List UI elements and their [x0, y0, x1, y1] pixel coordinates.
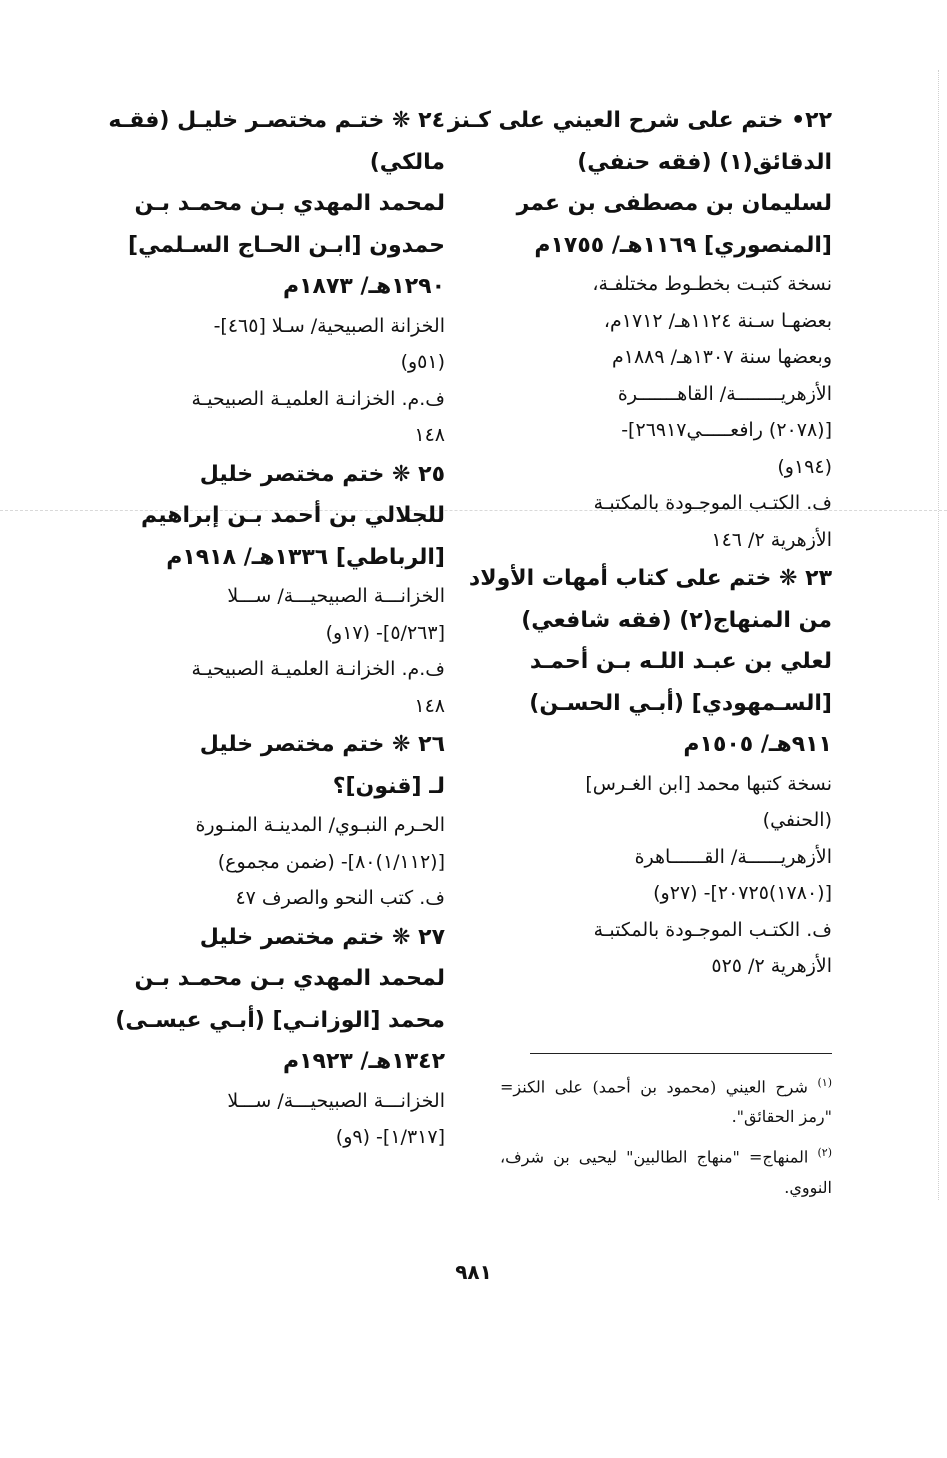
footnote-1-number: (١): [817, 1076, 832, 1089]
footnote-2-number: (٢): [817, 1146, 832, 1160]
left-column-entry-line: ١٤٨: [414, 694, 445, 717]
footnote-2: [500, 1138, 832, 1202]
right-column-entry-line: بعضهـا سـنة ١١٢٤هـ/ ١٧١٢م،: [603, 309, 832, 332]
right-column-entry-line: وبعضها سنة ١٣٠٧هـ/ ١٨٨٩م: [611, 346, 832, 368]
footnotes: [500, 1068, 832, 1209]
left-column-entry-line: ٢٧ ❋ ختم مختصر خليل: [199, 924, 445, 950]
left-column-entry-line: الخزانـــة الصبيحيـــة/ ســـلا: [227, 585, 445, 607]
left-column-entry-line: حمدون [ابـن الحـاج السـلمي]: [128, 232, 445, 258]
left-column-entry-line: ٢٥ ❋ ختم مختصر خليل: [199, 461, 445, 487]
footnote-1: [500, 1068, 832, 1132]
right-column-entry-line: الأزهريــــــة/ القــــــاهرة: [634, 845, 832, 868]
left-column-entry-line: ١٤٨: [414, 424, 445, 446]
footnote-2-text: المنهاج= "منهاج الطالبين" ليحيى بن شرف، النووي.: [500, 1147, 832, 1197]
left-column-entry: [110, 454, 445, 725]
right-column-entry-line: (١٩٤و): [777, 455, 832, 478]
right-column-entry-line: لسليمان بن مصطفى بن عمر: [516, 191, 832, 216]
left-column-entry-line: [(١/١١٢)٨٠]- (ضمن مجموع): [217, 850, 445, 873]
page-number: ٩٨١: [455, 1260, 492, 1284]
left-column-entry-line: الحـرم النبـوي/ المدينـة المنـورة: [195, 814, 445, 836]
right-column-entry-line: الدقائق(١) (فقه حنفي): [577, 149, 832, 175]
left-column-entry-line: ف. كتب النحو والصرف ٤٧: [235, 887, 445, 909]
footnote-divider: [530, 1053, 832, 1054]
left-column-entry-line: [الرباطي] ١٣٣٦هـ/ ١٩١٨م: [166, 544, 445, 570]
right-column-entry-line: الأزهرية ٢/ ١٤٦: [711, 528, 832, 551]
left-column-entry-line: ١٢٩٠هـ/ ١٨٧٣م: [282, 274, 445, 299]
right-column-entry-line: لعلي بن عبـد اللـه بـن أحمـد: [529, 649, 832, 674]
left-column-entry-line: ف.م. الخزانـة العلميـة الصبيحيـة: [191, 658, 445, 680]
right-column: [447, 100, 832, 985]
right-column-entry-line: ٢٣ ❋ ختم على كتاب أمهات الأولاد: [468, 566, 832, 591]
right-column-entry-line: ف. الكتـب الموجـودة بالمكتبـة: [593, 492, 832, 514]
left-column-entry-line: ٢٤ ❋ ختـم مختصـر خليـل (فقـه: [108, 108, 445, 133]
scan-artifact-dots: [936, 70, 939, 1200]
left-column-entry-line: ف.م. الخزانـة العلميـة الصبيحيـة: [191, 387, 445, 410]
left-column-entry-line: لـ [قنون]؟: [332, 773, 445, 799]
right-column-entry-line: [السـمهودي] (أبـي الحسـن): [529, 690, 832, 716]
left-column-entry-line: مالكي): [369, 149, 445, 175]
right-column-entry: [468, 558, 832, 985]
footnote-1-text: شرح العيني (محمود بن أحمد) على الكنز= "رمز الحقائق".: [500, 1077, 832, 1127]
left-column-entry-line: الخزانة الصبيحية/ سـلا [٤٦٥]-: [213, 314, 445, 337]
right-column-entry-line: (الحنفي): [762, 809, 832, 831]
left-column-entry-line: [٥/٢٦٣]- (١٧و): [325, 621, 445, 644]
right-column-entry-line: الأزهرية ٢/ ٥٢٥: [711, 955, 832, 977]
right-column-entry-line: ٢٢• ختم على شرح العيني على كـنز: [447, 108, 832, 133]
left-column-entry-line: محمد [الوزانـي] (أبـي عيسـى): [115, 1007, 445, 1033]
right-column-entry: [447, 100, 832, 558]
right-column-entry-line: ف. الكتـب الموجـودة بالمكتبـة: [593, 918, 832, 941]
right-column-entry-line: [(١٧٨٠)٢٠٧٢٥]- (٢٧و): [653, 882, 832, 904]
right-column-entry-line: الأزهريــــــــة/ القاهـــــــرة: [617, 382, 832, 405]
left-column-entry: [110, 100, 445, 454]
left-column-entry-line: الخزانـــة الصبيحيـــة/ ســـلا: [227, 1089, 445, 1112]
left-column-entry-line: [١/٣١٧]- (٩و): [335, 1126, 445, 1148]
left-column-entry-line: ٢٦ ❋ ختم مختصر خليل: [199, 732, 445, 757]
left-column: [110, 100, 445, 1156]
left-column-entry-line: لمحمد المهدي بـن محمـد بـن: [134, 966, 445, 991]
left-column-entry: [110, 917, 445, 1156]
right-column-entry-line: [المنصوري] ١١٦٩هـ/ ١٧٥٥م: [534, 232, 832, 258]
right-column-entry-line: ٩١١هـ/ ١٥٠٥م: [683, 732, 832, 757]
left-column-entry: [110, 724, 445, 917]
right-column-entry-line: نسخة كتبـت بخطـوط مختلفـة،: [592, 273, 832, 295]
right-column-entry-line: [(٢٠٧٨) رافعـــــي٢٦٩١٧]-: [621, 419, 832, 441]
left-column-entry-line: للجلالي بن أحمد بـن إبراهيم: [141, 503, 445, 528]
left-column-entry-line: ١٣٤٢هـ/ ١٩٢٣م: [282, 1049, 445, 1074]
left-column-entry-line: لمحمد المهدي بـن محمـد بـن: [134, 191, 445, 216]
right-column-entry-line: من المنهاج(٢) (فقه شافعي): [521, 607, 832, 633]
left-column-entry-line: (٥١و): [400, 351, 445, 373]
right-column-entry-line: نسخة كتبها محمد [ابن الغـرس]: [585, 772, 832, 795]
